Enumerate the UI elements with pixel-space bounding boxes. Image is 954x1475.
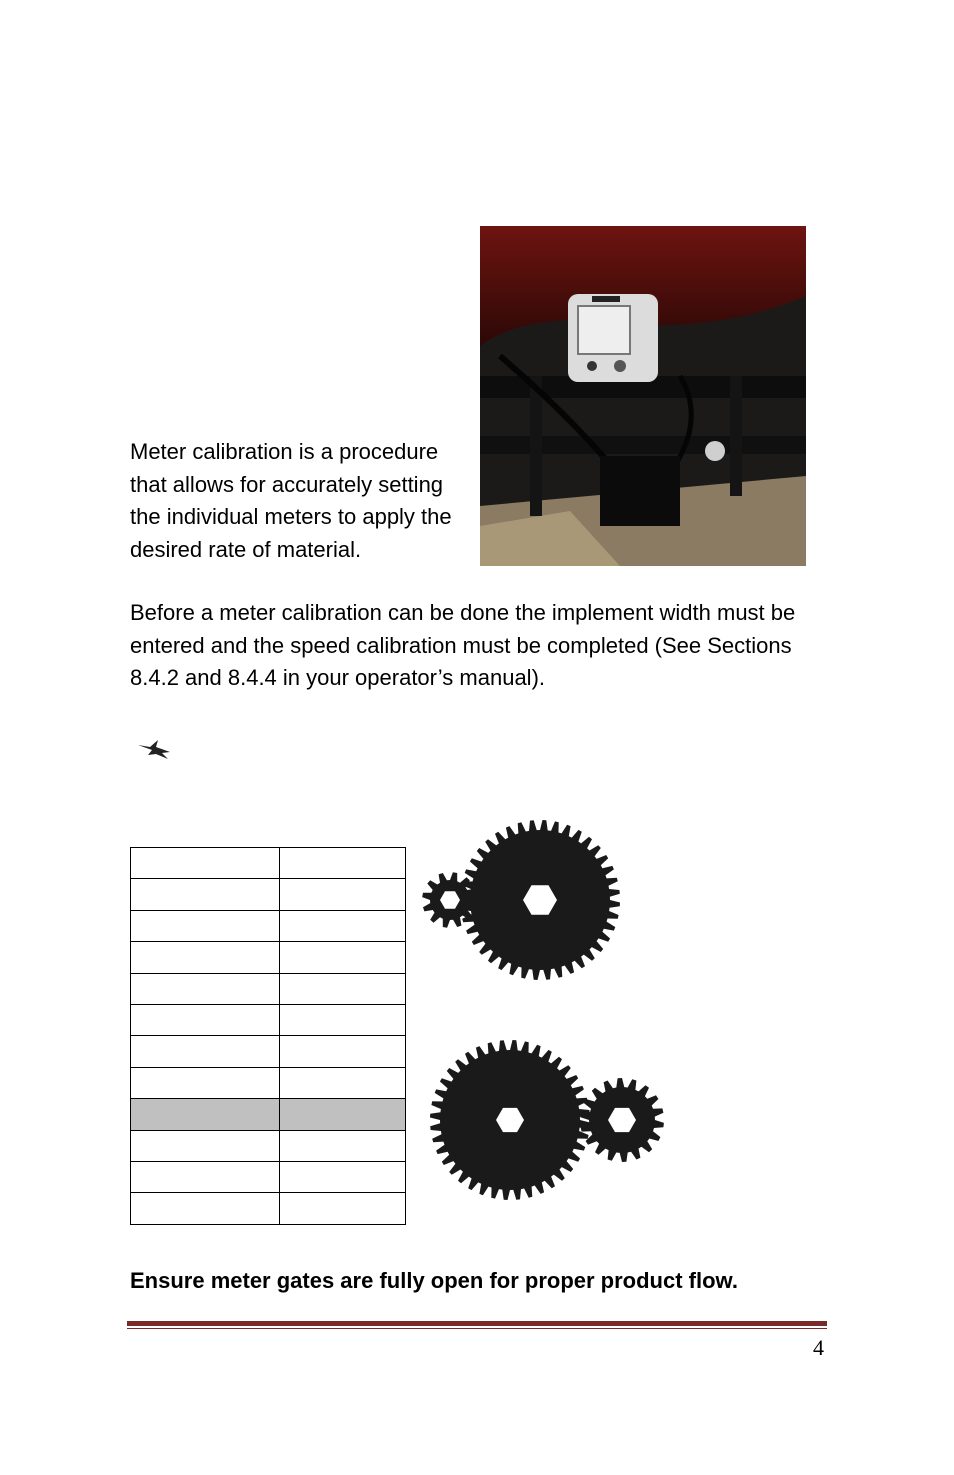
intro-text: Meter calibration is a procedure that allows for accurately setting the individual meters to apply the desired rate of material.: [130, 439, 452, 562]
table-row: [131, 973, 406, 1004]
table-cell: [131, 1004, 280, 1035]
large-gear-icon: [460, 820, 620, 980]
table-row: [131, 1004, 406, 1035]
table-cell: [280, 942, 406, 973]
table-cell: [280, 910, 406, 941]
table-row: [131, 1036, 406, 1067]
table-cell: [280, 1193, 406, 1224]
gear-table: [130, 847, 406, 1225]
table-cell: [280, 1067, 406, 1098]
table-row: [131, 879, 406, 910]
table-row: [131, 848, 406, 879]
table-row: [131, 1099, 406, 1130]
bird-icon: [136, 736, 176, 767]
controller-photo: [480, 226, 806, 566]
table-row: [131, 1130, 406, 1161]
table-cell: [280, 879, 406, 910]
table-row: [131, 910, 406, 941]
gear-illustration: [410, 810, 680, 1225]
gate-note: Ensure meter gates are fully open for proper product flow.: [130, 1268, 738, 1293]
footer-rule-thin: [127, 1328, 827, 1329]
table-cell: [131, 848, 280, 879]
table-cell: [131, 1193, 280, 1224]
page-number: 4: [813, 1335, 824, 1360]
small-gear-icon: [580, 1078, 664, 1162]
table-cell: [280, 973, 406, 1004]
table-cell: [131, 1036, 280, 1067]
table-cell: [280, 1161, 406, 1192]
table-cell: [131, 1099, 280, 1130]
table-cell: [131, 910, 280, 941]
table-row: [131, 1193, 406, 1224]
table-cell: [280, 1099, 406, 1130]
table-cell: [131, 879, 280, 910]
table-cell: [280, 1036, 406, 1067]
table-cell: [280, 848, 406, 879]
table-row: [131, 1067, 406, 1098]
table-cell: [280, 1004, 406, 1035]
table-row: [131, 1161, 406, 1192]
large-gear-icon: [430, 1040, 590, 1200]
calibration-paragraph: Before a meter calibration can be done the implement width must be entered and the speed calibration must be completed (See Sections 8.4.2 and 8.4.4 in your operator’s manual).: [130, 600, 796, 690]
table-cell: [280, 1130, 406, 1161]
table-cell: [131, 1067, 280, 1098]
table-cell: [131, 1161, 280, 1192]
table-cell: [131, 1130, 280, 1161]
table-cell: [131, 942, 280, 973]
table-row: [131, 942, 406, 973]
footer-rule: [127, 1321, 827, 1326]
table-cell: [131, 973, 280, 1004]
